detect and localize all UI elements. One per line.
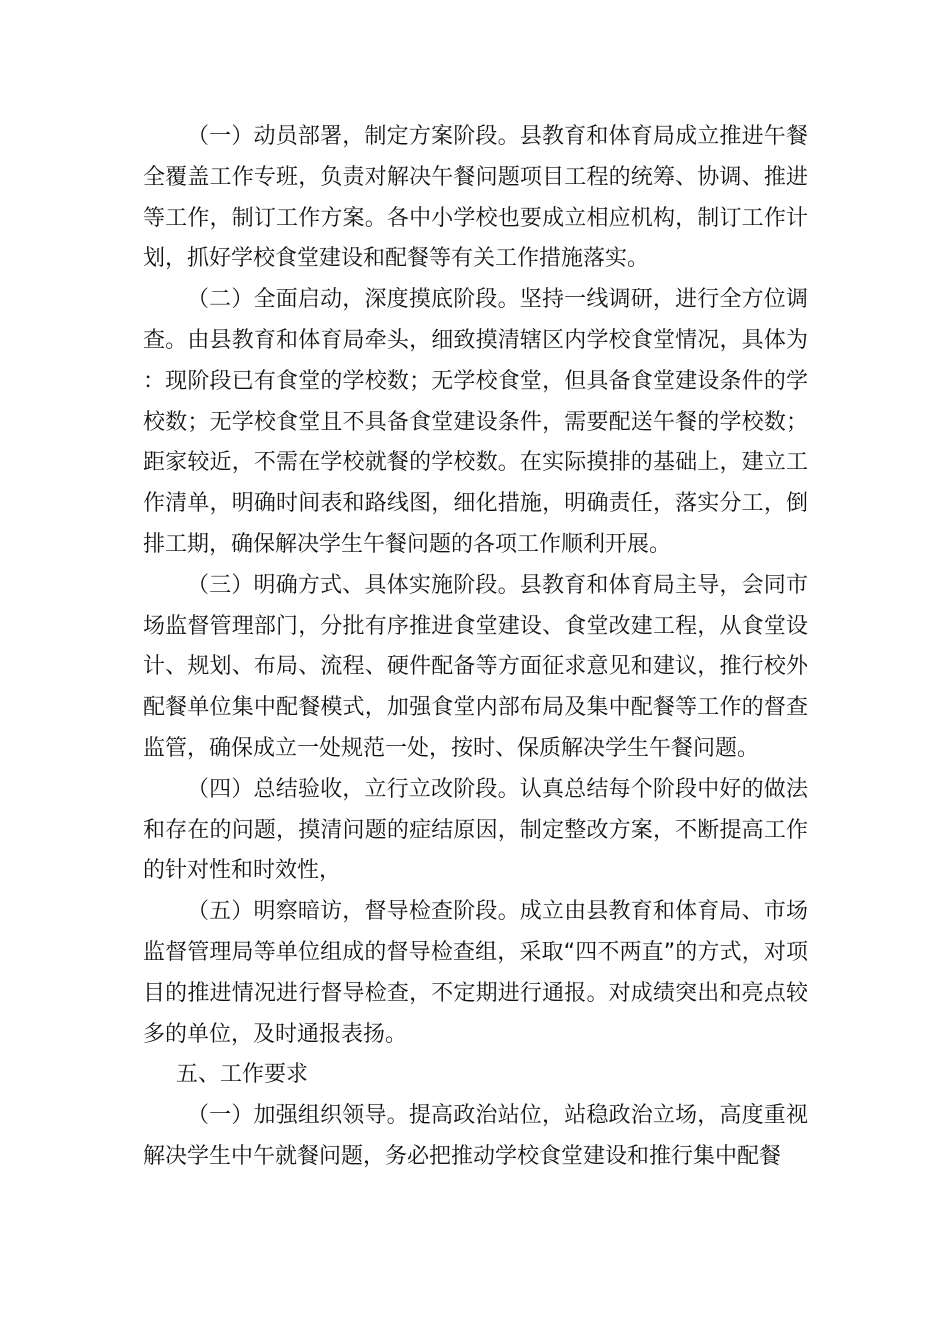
document-body	[143, 117, 808, 1178]
paragraph-mobilization: （一）动员部署，制定方案阶段。县教育和体育局成立推进午餐全覆盖工作专班，负责对解决午餐问题项目工程的统筹、协调、推进等工作，制订工作方案。各中小学校也要成立相应机构，制订工作计划，抓好学校食堂建设和配餐等有关工作措施落实。	[143, 124, 808, 272]
section-heading: 五、工作要求	[176, 1062, 309, 1088]
paragraph-summary: （四）总结验收，立行立改阶段。认真总结每个阶段中好的做法和存在的问题，摸清问题的症结原因，制定整改方案，不断提高工作的针对性和时效性，	[143, 776, 808, 884]
paragraph-launch: （二）全面启动，深度摸底阶段。坚持一线调研，进行全方位调查。由县教育和体育局牵头，细致摸清辖区内学校食堂情况，具体为：现阶段已有食堂的学校数；无学校食堂，但具备食堂建设条件的学校数；无学校食堂且不具备食堂建设条件，需要配送午餐的学校数；距家较近，不需在学校就餐的学校数。在实际摸排的基础上，建立工作清单，明确时间表和路线图，细化措施，明确责任，落实分工，倒排工期，确保解决学生午餐问题的各项工作顺利开展。	[143, 287, 808, 557]
paragraph-implementation: （三）明确方式、具体实施阶段。县教育和体育局主导，会同市场监督管理部门，分批有序推进食堂建设、食堂改建工程，从食堂设计、规划、布局、流程、硬件配备等方面征求意见和建议，推行校外配餐单位集中配餐模式，加强食堂内部布局及集中配餐等工作的督查监管，确保成立一处规范一处，按时、保质解决学生午餐问题。	[143, 572, 808, 761]
paragraph-leadership: （一）加强组织领导。提高政治站位，站稳政治立场，高度重视解决学生中午就餐问题，务必把推动学校食堂建设和推行集中配餐	[143, 1103, 808, 1169]
paragraph-inspection: （五）明察暗访，督导检查阶段。成立由县教育和体育局、市场监督管理局等单位组成的督导检查组，采取“四不两直”的方式，对项目的推进情况进行督导检查，不定期进行通报。对成绩突出和亮点较多的单位，及时通报表扬。	[143, 899, 808, 1047]
